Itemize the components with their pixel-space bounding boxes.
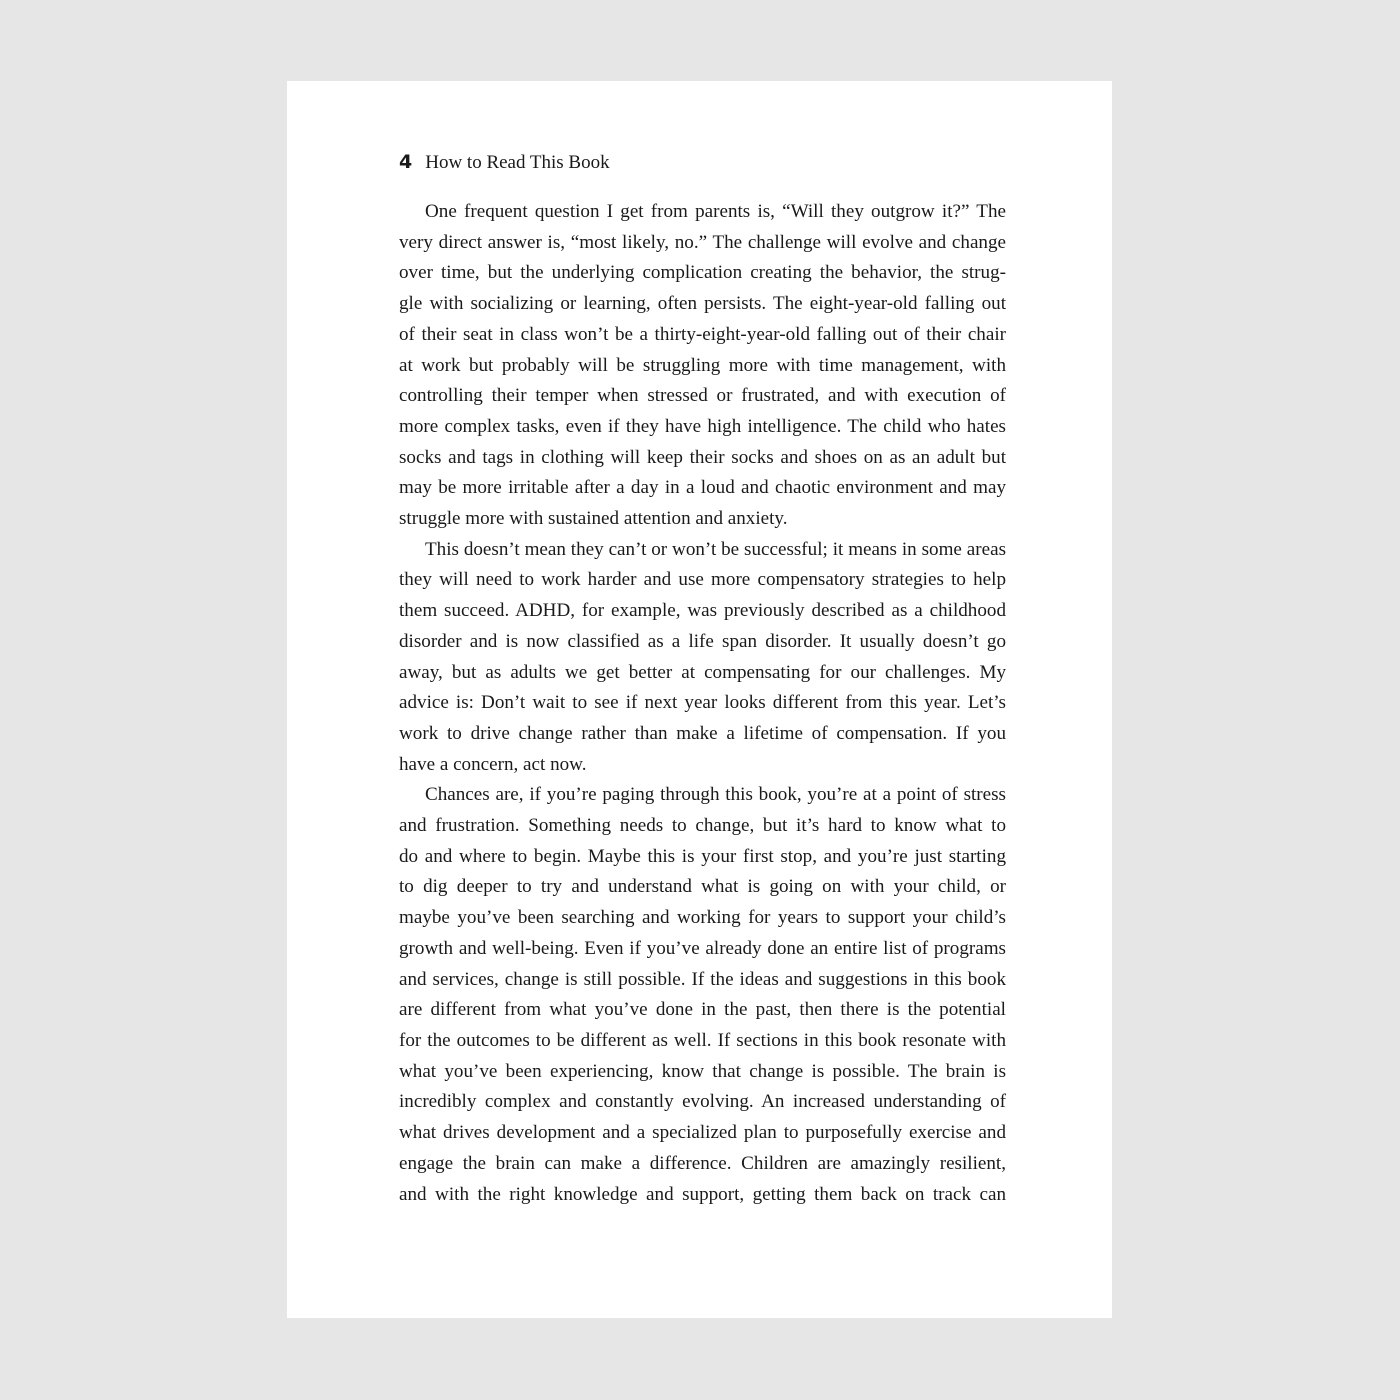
paragraph <box>399 197 1006 535</box>
text-line: away, but as adults we get better at compensating for our challenges. My <box>399 661 1006 683</box>
text-line: may be more irritable after a day in a loud and chaotic environment and may <box>399 477 1006 499</box>
text-line: work to drive change rather than make a lifetime of compensation. If you <box>399 722 1006 744</box>
text-line: Chances are, if you’re paging through this book, you’re at a point of stress <box>425 784 1006 806</box>
text-line: and frustration. Something needs to change, but it’s hard to know what to <box>399 815 1006 837</box>
running-head-title: How to Read This Book <box>425 152 610 173</box>
text-line: to dig deeper to try and understand what is going on with your child, or <box>399 876 1006 898</box>
page-number: 4 <box>399 151 413 173</box>
text-line: more complex tasks, even if they have high intelligence. The child who hates <box>399 415 1006 437</box>
text-line: growth and well-being. Even if you’ve already done an entire list of programs <box>399 937 1006 959</box>
text-line: them succeed. ADHD, for example, was previously described as a childhood <box>399 600 1006 622</box>
body-text <box>399 197 1006 1210</box>
text-line: of their seat in class won’t be a thirty-eight-year-old falling out of their chair <box>399 323 1006 345</box>
text-line: what drives development and a specialized plan to purposefully exercise and <box>399 1122 1006 1144</box>
book-page <box>287 81 1112 1318</box>
text-line: This doesn’t mean they can’t or won’t be successful; it means in some areas <box>425 538 1006 560</box>
text-line: incredibly complex and constantly evolving. An increased understanding of <box>399 1091 1006 1113</box>
text-line: what you’ve been experiencing, know that change is possible. The brain is <box>399 1060 1006 1082</box>
text-line: advice is: Don’t wait to see if next year looks different from this year. Let’s <box>399 692 1006 714</box>
text-line: and services, change is still possible. If the ideas and suggestions in this book <box>399 968 1006 990</box>
text-line: gle with socializing or learning, often persists. The eight-year-old falling out <box>399 293 1006 315</box>
text-line: they will need to work harder and use more compensatory strategies to help <box>399 569 1006 591</box>
text-line: socks and tags in clothing will keep their socks and shoes on as an adult but <box>399 446 1006 468</box>
text-line: engage the brain can make a difference. Children are amazingly resilient, <box>399 1152 1006 1174</box>
text-line: do and where to begin. Maybe this is your first stop, and you’re just starting <box>399 845 1006 867</box>
text-line: for the outcomes to be different as well. If sections in this book resonate with <box>399 1029 1006 1051</box>
running-head <box>399 151 610 181</box>
text-line: and with the right knowledge and support, getting them back on track can <box>399 1183 1006 1205</box>
paragraph <box>399 535 1006 781</box>
text-line: disorder and is now classified as a life span disorder. It usually doesn’t go <box>399 630 1006 652</box>
text-line: are different from what you’ve done in the past, then there is the potential <box>399 999 1006 1021</box>
text-line: maybe you’ve been searching and working for years to support your child’s <box>399 907 1006 929</box>
text-line: over time, but the underlying complication creating the behavior, the strug- <box>399 262 1006 284</box>
text-line: very direct answer is, “most likely, no.” The challenge will evolve and change <box>399 231 1006 253</box>
paragraph <box>399 780 1006 1210</box>
text-line: have a concern, act now. <box>399 753 587 775</box>
text-line: controlling their temper when stressed or frustrated, and with execution of <box>399 385 1006 407</box>
text-line: struggle more with sustained attention and anxiety. <box>399 508 788 530</box>
text-line: One frequent question I get from parents is, “Will they outgrow it?” The <box>425 201 1006 222</box>
text-line: at work but probably will be struggling more with time management, with <box>399 354 1006 376</box>
